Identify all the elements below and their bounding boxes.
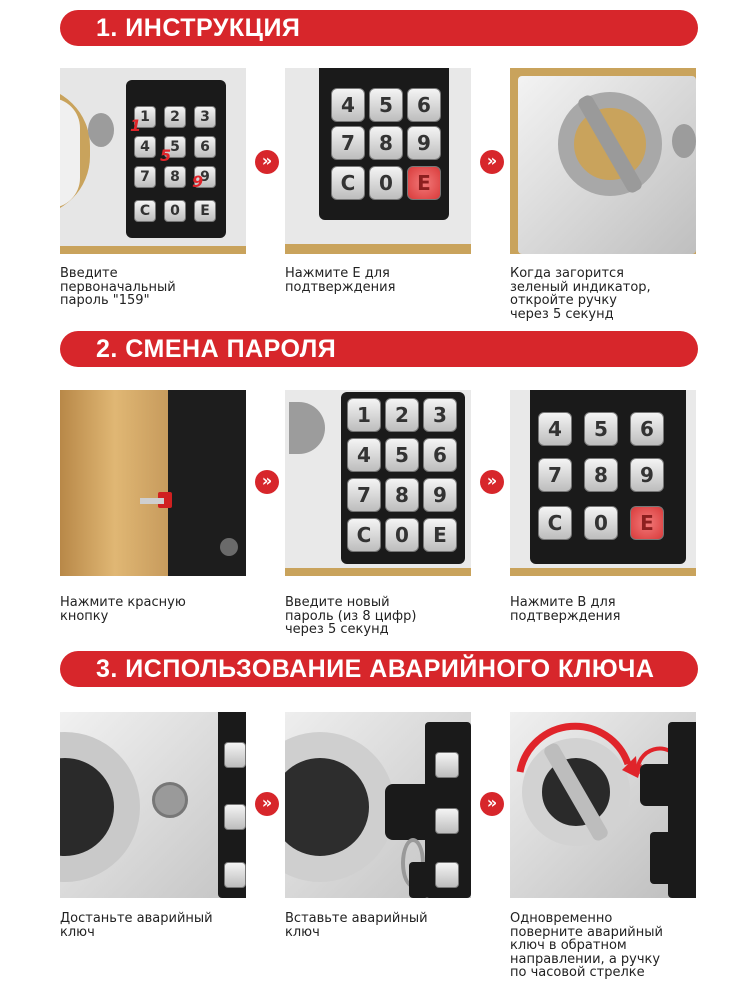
key-c: C: [538, 506, 572, 540]
key-4: 4: [134, 136, 156, 158]
arrow-icon: »: [255, 470, 279, 494]
key-2: 2: [385, 398, 419, 432]
key-3: 3: [423, 398, 457, 432]
key-4: 4: [331, 88, 365, 122]
key-1: 1: [347, 398, 381, 432]
key-6: 6: [630, 412, 664, 446]
key-5: 5: [385, 438, 419, 472]
key-3: 3: [194, 106, 216, 128]
step-3-3-caption: Одновременно поверните аварийный ключ в обратном направлении, а ручку по часовой стрелке: [510, 911, 663, 980]
arrow-icon: »: [480, 150, 504, 174]
key-8: 8: [164, 166, 186, 188]
step-3-1-photo: [60, 712, 246, 898]
arrow-icon: »: [255, 150, 279, 174]
section-2-title: 2. СМЕНА ПАРОЛЯ: [60, 331, 698, 367]
key-0: 0: [584, 506, 618, 540]
step-1-3-caption: Когда загорится зеленый индикатор, откройте ручку через 5 секунд: [510, 266, 651, 322]
step-3-3-photo: [510, 712, 696, 898]
key-5: 5: [369, 88, 403, 122]
key-8: 8: [584, 458, 618, 492]
red-mark-5: 5: [160, 146, 172, 165]
key-6: 6: [194, 136, 216, 158]
key-e: E: [423, 518, 457, 552]
step-2-2-caption: Введите новый пароль (из 8 цифр) через 5 секунд: [285, 595, 417, 637]
key-8: 8: [385, 478, 419, 512]
key-0: 0: [164, 200, 186, 222]
step-2-1-photo: [60, 390, 246, 576]
key-0: 0: [385, 518, 419, 552]
step-1-1-photo: [60, 68, 246, 254]
step-1-2-caption: Нажмите Е для подтверждения: [285, 266, 396, 295]
step-3-2-photo: [285, 712, 471, 898]
step-2-3-photo: [510, 390, 696, 576]
key-0: 0: [369, 166, 403, 200]
key-9: 9: [194, 166, 216, 188]
key-1: 1: [134, 106, 156, 128]
arrow-icon: »: [255, 792, 279, 816]
red-mark-1: 1: [130, 116, 142, 135]
section-1-title: 1. ИНСТРУКЦИЯ: [60, 10, 698, 46]
key-c: C: [331, 166, 365, 200]
step-3-1-caption: Достаньте аварийный ключ: [60, 911, 213, 940]
key-4: 4: [538, 412, 572, 446]
key-4: 4: [347, 438, 381, 472]
key-5: 5: [584, 412, 618, 446]
key-8: 8: [369, 126, 403, 160]
key-9: 9: [423, 478, 457, 512]
key-9: 9: [630, 458, 664, 492]
key-e-highlighted: E: [407, 166, 441, 200]
step-1-2-photo: [285, 68, 471, 254]
key-7: 7: [331, 126, 365, 160]
step-2-3-caption: Нажмите В для подтверждения: [510, 595, 621, 624]
key-6: 6: [407, 88, 441, 122]
key-e-highlighted: E: [630, 506, 664, 540]
section-3-title: 3. ИСПОЛЬЗОВАНИЕ АВАРИЙНОГО КЛЮЧА: [60, 651, 698, 687]
arrow-icon: »: [480, 792, 504, 816]
arrow-icon: »: [480, 470, 504, 494]
key-c: C: [347, 518, 381, 552]
key-7: 7: [538, 458, 572, 492]
key-6: 6: [423, 438, 457, 472]
key-e: E: [194, 200, 216, 222]
step-2-2-photo: [285, 390, 471, 576]
key-7: 7: [134, 166, 156, 188]
step-3-2-caption: Вставьте аварийный ключ: [285, 911, 428, 940]
red-mark-9: 9: [192, 172, 204, 191]
key-2: 2: [164, 106, 186, 128]
key-7: 7: [347, 478, 381, 512]
key-5: 5: [164, 136, 186, 158]
step-1-3-photo: [510, 68, 696, 254]
step-2-1-caption: Нажмите красную кнопку: [60, 595, 186, 624]
key-9: 9: [407, 126, 441, 160]
step-1-1-caption: Введите первоначальный пароль "159": [60, 266, 176, 308]
key-c: C: [134, 200, 156, 222]
